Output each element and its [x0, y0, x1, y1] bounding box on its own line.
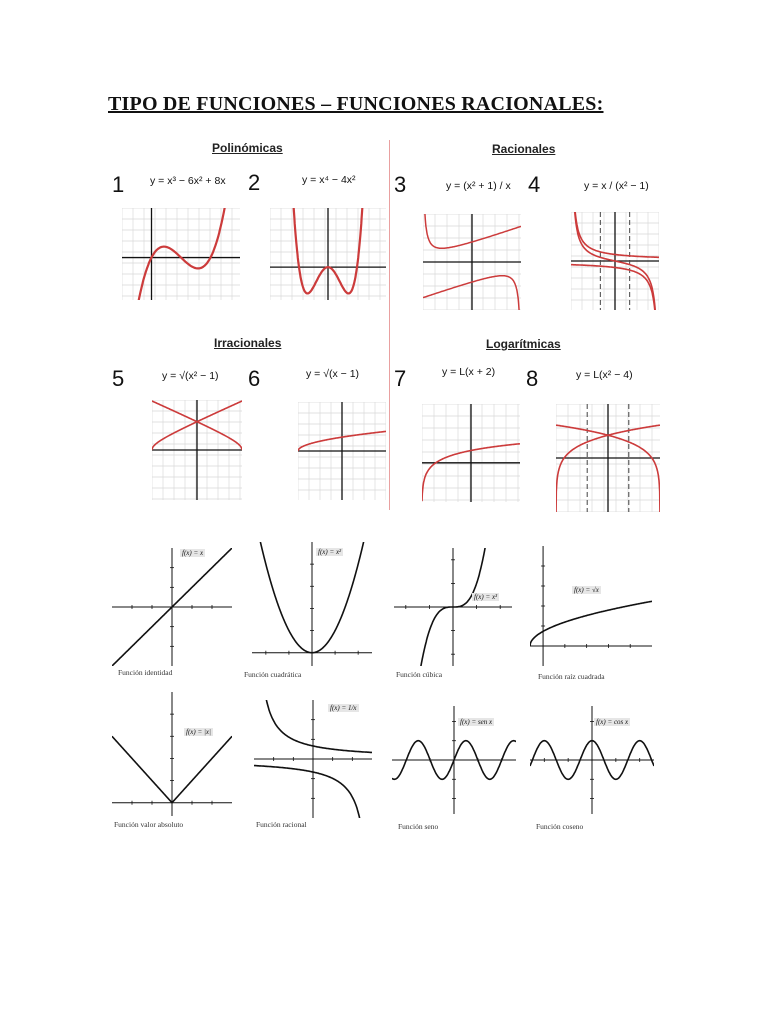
graph-rational-4	[571, 212, 659, 310]
graph-cubic-polynomial	[122, 208, 240, 300]
equation-7: y = L(x + 2)	[442, 366, 496, 378]
function-number-6: 6	[248, 366, 261, 391]
caption-reciprocal: Función racional	[256, 820, 307, 829]
graph-label-cubic: f(x) = x³	[474, 593, 498, 601]
equation-3: y = (x² + 1) / x	[446, 180, 511, 192]
graph-sine	[392, 706, 516, 814]
graph-cubic	[394, 548, 512, 666]
caption-quadratic: Función cuadrática	[244, 670, 302, 679]
section-irracionales: Irracionales	[214, 336, 282, 350]
graph-reciprocal	[254, 700, 372, 818]
graph-label-cosine: f(x) = cos x	[596, 718, 629, 726]
equation-2: y = x⁴ − 4x²	[302, 174, 356, 186]
graph-label-identity: f(x) = x	[182, 549, 204, 557]
graph-quadratic	[252, 542, 372, 666]
graph-absolute-value	[112, 692, 232, 816]
page-title: TIPO DE FUNCIONES – FUNCIONES RACIONALES:	[108, 93, 604, 115]
function-number-8: 8	[526, 366, 539, 391]
section-divider	[389, 140, 390, 510]
graph-label-square-root: f(x) = √x	[574, 586, 599, 594]
section-logaritmicas: Logarítmicas	[486, 337, 561, 351]
equation-5: y = √(x² − 1)	[162, 370, 219, 382]
curve-square-root	[530, 601, 652, 646]
function-number-7: 7	[394, 366, 407, 391]
section-racionales: Racionales	[492, 142, 556, 156]
graph-logarithmic-7	[422, 404, 520, 502]
caption-identity: Función identidad	[118, 668, 173, 677]
graph-quartic-polynomial	[270, 208, 386, 300]
curve-reciprocal-left	[254, 766, 366, 818]
function-number-5: 5	[112, 366, 125, 391]
caption-cosine: Función coseno	[536, 822, 584, 831]
graph-label-absolute-value: f(x) = |x|	[186, 728, 211, 736]
caption-square-root: Función raíz cuadrada	[538, 672, 605, 681]
function-number-2: 2	[248, 170, 261, 195]
equation-6: y = √(x − 1)	[306, 368, 360, 380]
graph-label-quadratic: f(x) = x²	[318, 548, 342, 556]
equation-4: y = x / (x² − 1)	[584, 180, 649, 192]
graph-square-root	[530, 546, 652, 666]
graph-irrational-5	[152, 400, 242, 500]
section-polinomicas: Polinómicas	[212, 141, 283, 155]
graph-label-sine: f(x) = sen x	[460, 718, 493, 726]
equation-1: y = x³ − 6x² + 8x	[150, 175, 226, 187]
graph-logarithmic-8	[556, 404, 660, 512]
function-number-1: 1	[112, 172, 125, 197]
graph-irrational-6	[298, 402, 386, 500]
caption-absolute-value: Función valor absoluto	[114, 820, 184, 829]
equation-8: y = L(x² − 4)	[576, 369, 633, 381]
function-number-3: 3	[394, 172, 407, 197]
caption-cubic: Función cúbica	[396, 670, 443, 679]
curve-cubic-polynomial	[131, 208, 231, 300]
graph-label-reciprocal: f(x) = 1/x	[330, 704, 357, 712]
function-number-4: 4	[528, 172, 541, 197]
graph-identity	[112, 548, 232, 666]
graph-cosine	[530, 706, 654, 814]
graph-rational-3	[423, 214, 521, 310]
caption-sine: Función seno	[398, 822, 439, 831]
